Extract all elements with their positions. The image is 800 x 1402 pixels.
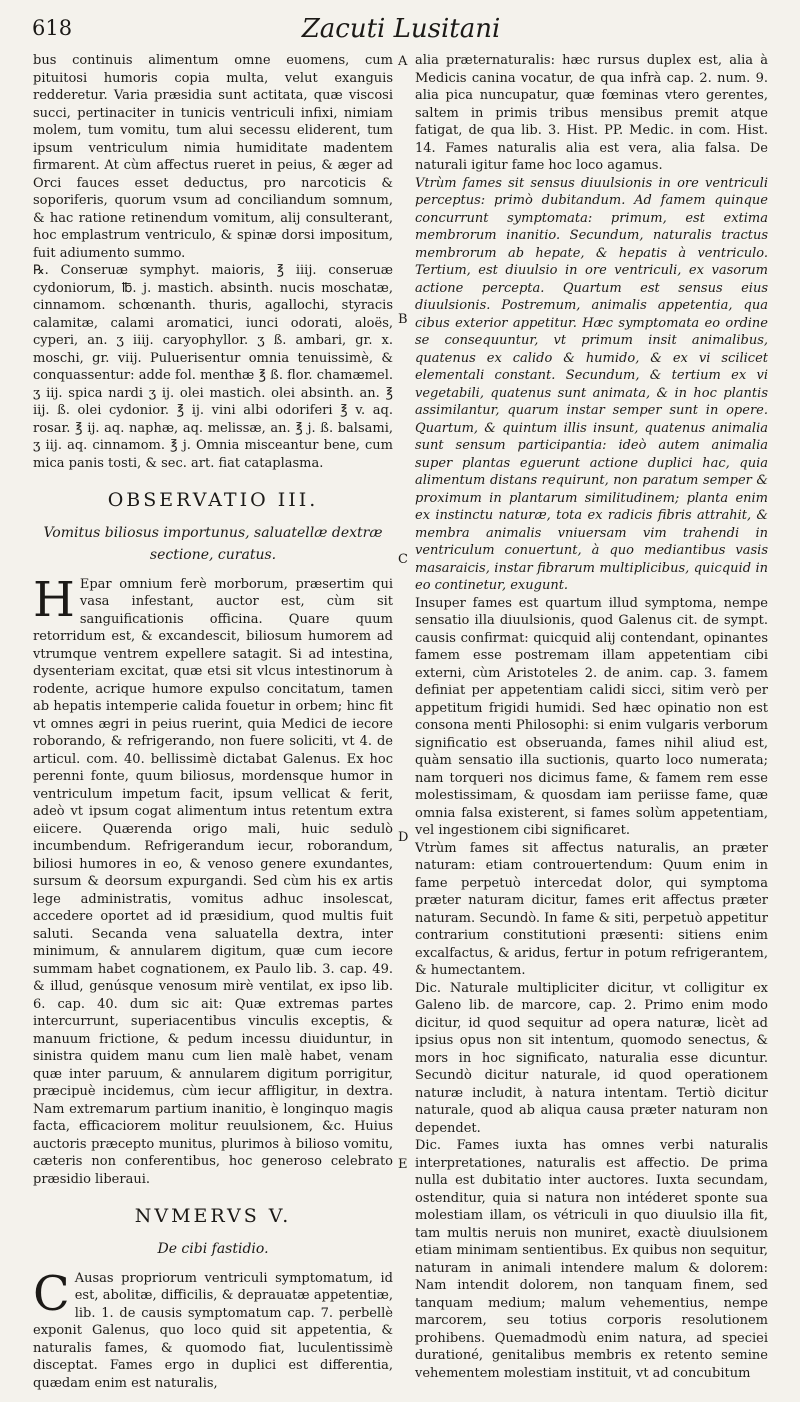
left-paragraph-2 xyxy=(33,571,393,1189)
left-paragraph-3 xyxy=(33,1265,393,1393)
right-paragraph-2: Vtrùm fames sit sensus diuulsionis in ore ventriculi perceptus: primò dubitandum. Ad famem quinque concurrunt symptomata: primum, est extima membrorum inanitio. Secundum, naturalis tractus membrorum ab hepate, & hepatis à ventriculo. Tertium, est diuulsio in ore ventriculi, ex vasorum actione percepta. Quartum est sensus eius diuulsionis. Postremum, animalis appetentia, qua cibus exterior appetitur. Hæc symptomata eo ordine se consequuntur, vt primum insit animalibus, quatenus ex calido & humido, & ex vi scilicet elementali constant. Secundum, & tertium ex vi vegetabili, quatenus sunt animata, & in hoc plantis assimilantur, quarum instar semper sunt in opere. Quartum, & quintum illis insunt, quatenus animalia sunt sensum participantia: ideò autem animalia super plantas eguerunt actione duplici hac, quia alimentum distans requirunt, non paratum semper & proximum in plantarum similitudinem; planta enim ex instinctu naturæ, tota ex radicis fibris attrahit, & membra animalis vniuersam vim trahendi in ventriculum conuertunt, à quo mediantibus vasis masaraicis, instar fibrarum multiplicibus, quicquid in eo continetur, exugunt. xyxy=(415,175,768,593)
margin-letter-a: A xyxy=(398,54,408,69)
left-paragraph-2-text: Epar omnium ferè morborum, præsertim qui vasa infestant, auctor est, cùm sit sanguificationis officina. Quare quum retorridum est, & excandescit, biliosum humorem ad vtrumque ventrem expellere satagit. Si ad intestina, dysenteriam excitat, quæ etsi sit vlcus intestinorum à rodente, acrique humore expulso concitatum, tamen ab hepatis intemperie calida fouetur in orbem; hinc fit vt omnes ægri in peius ruerint, quia Medici de iecore roborando, & refrigerando, non fuere soliciti, vt 4. de articul. com. 40. bellissimè dictabat Galenus. Ex hoc perenni fonte, quum biliosus, mordensque humor in ventriculum impetum facit, ipsum vellicat & ferit, adeò vt ipsum cogat alimentum intus retentum extra eiicere. Quærenda origo mali, huic sedulò incumbendum. Refrigerandum iecur, roborandum, biliosi humores in eo, & venoso genere exundantes, sursum & deorsum expurgandi. Sed cùm his ex artis lege administratis, vomitus adhuc insolescat, accedere oportet ad id præsidium, quod multis fuit saluti. Secanda vena saluatella dextra, inter minimum, & annularem digitum, quæ cum iecore summam habet cognationem, ex Paulo lib. 3. cap. 49. & illud, genúsque venosum mirè ventilat, ex ipso lib. 6. cap. 40. dum sic ait: Quæ extremas partes intercurrunt, superiacentibus vinculis exceptis, & manuum frictione, & pedum incessu diuiduntur, in sinistra quidem manu cum lien malè habet, venam quæ inter paruum, & annularem digitum porrigitur, præcipuè incidemus, cùm iecur affligitur, in dextra. Nam extremarum partium inanitio, è longinquo magis facta, efficaciorem molitur reuulsionem, &c. Huius auctoris præcepto munitus, plurimos à bilioso vomitu, cæteris non conferentibus, hoc generoso celebrato præsidio liberaui. xyxy=(33,576,393,1187)
column-gutter xyxy=(398,52,412,1392)
observatio-heading: OBSERVATIO III. xyxy=(107,489,319,511)
running-title: Zacuti Lusitani xyxy=(301,14,501,44)
margin-letter-e: E xyxy=(398,1157,408,1172)
dropcap-c: C xyxy=(33,1265,70,1322)
margin-letter-c: C xyxy=(398,552,408,567)
left-column xyxy=(33,52,393,1392)
left-paragraph-3-text: Ausas propriorum ventriculi symptomatum, id est, abolitæ, difficilis, & deprauatæ appetentiæ, lib. 1. de causis symptomatum cap. 7. perbellè exponit Galenus, quo loco quid sit appetentia, & naturalis fames, & quomodo fiat, luculentissimè disceptat. Fames ergo in duplici est differentia, quædam enim est naturalis, xyxy=(33,1270,393,1391)
page-header xyxy=(20,14,782,44)
recipe-paragraph: ℞. Conseruæ symphyt. maioris, ℥ iiij. conseruæ cydoniorum, ℔. j. mastich. absinth. nucis moschatæ, cinnamom. schœnanth. thuris, agallochi, styracis calamitæ, calami aromatici, iunci odorati, aloës, cyperi, an. ʒ iiij. caryophyllor. ʒ ß. ambari, gr. x. moschi, gr. viij. Puluerisentur omnia tenuissimè, & conquassentur: adde fol. menthæ ℥ ß. flor. chamæmel. ʒ iij. spica nardi ʒ ij. olei mastich. olei absinth. an. ℥ iij. ß. olei cydonior. ℥ ij. vini albi odoriferi ℥ v. aq. rosar. ℥ ij. aq. naphæ, aq. melissæ, an. ℥ j. ß. balsami, ʒ iij. aq. cinnamom. ℥ j. Omnia misceantur bene, cum mica panis tosti, & sec. art. fiat cataplasma. xyxy=(33,263,393,471)
right-paragraph-1: alia præternaturalis: hæc rursus duplex est, alia à Medicis canina vocatur, de qua infrà cap. 2. num. 9. alia pica nuncupatur, quæ fœminas vtero gerentes, saltem in primis tribus mensibus premit atque fatigat, de qua lib. 3. Hist. PP. Medic. in com. Hist. 14. Fames naturalis alia est vera, alia falsa. De naturali igitur fame hoc loco agamus. xyxy=(415,53,768,173)
right-paragraph-3: Insuper fames est quartum illud symptoma, nempe sensatio illa diuulsionis, quod Galenus cit. de sympt. causis confirmat: quicquid alij contendant, opinantes famem esse postremam illam appetentiam cibi externi, cùm Aristoteles 2. de anim. cap. 3. famem definiat per appetentiam calidi sicci, sitim verò per appetitum frigidi humidi. Sed hæc opinatio non est consona menti Philosophi: si enim vulgaris verborum significatio est obseruanda, fames nihil aliud est, quàm sensatio illa suctionis, quarto loco numerata; nam torqueri nos dicimus fame, & famem rem esse molestissimam, & quosdam iam periisse fame, quæ omnia falsa existerent, si fames solùm appetentiam, vel ingestionem cibi significaret. xyxy=(415,595,768,838)
observatio-subheading: Vomitus biliosus importunus, saluatellæ dextræ sectione, curatus. xyxy=(43,524,383,563)
dropcap-h: H xyxy=(33,571,75,628)
margin-letter-d: D xyxy=(398,830,409,845)
numerus-heading: NVMERVS V. xyxy=(134,1205,292,1227)
page-number: 618 xyxy=(32,16,73,40)
right-paragraph-5: Dic. Naturale multipliciter dicitur, vt colligitur ex Galeno lib. de marcore, cap. 2. Primo enim modo dicitur, id quod sequitur ad opera naturæ, licèt ad ipsius opus non sit intentum, quomodo senectus, & mors in hoc significato, naturalia esse dicuntur. Secundò dicitur naturale, id quod operationem naturæ includit, à natura intentam. Tertiò dicitur naturale, quod ab aliqua causa præter naturam non dependet. xyxy=(415,980,768,1136)
right-column xyxy=(415,52,768,1382)
left-paragraph-1: bus continuis alimentum omne euomens, cum pituitosi humoris copia multa, velut exanguis redderetur. Varia præsidia sunt actitata, quæ viscosi succi, pertinaciter in tunicis ventriculi infixi, nimiam molem, tum vomitu, tum alui secessu eliderent, tum ipsum ventriculum nimia humiditate madentem firmarent. At cùm affectus rueret in peius, & æger ad Orci fauces esset deductus, pro narcoticis & soporiferis, quorum vsum ad conciliandum somnum, & hac ratione retinendum vomitum, alij consulterant, hoc emplastrum ventriculo, & spinæ dorsi impositum, fuit adiumento summo. xyxy=(33,53,393,261)
numerus-subheading: De cibi fastidio. xyxy=(157,1240,269,1257)
right-paragraph-4: Vtrùm fames sit affectus naturalis, an præter naturam: etiam controuertendum: Quum enim in fame perpetuò intercedat dolor, qui symptoma præter naturam dicitur, fames erit affectus præter naturam. Secundò. In fame & siti, perpetuò appetitur contrarium constitutioni præsenti: sitiens enim excalfactus, & aridus, fertur in potum refrigerantem, & humectantem. xyxy=(415,840,768,978)
right-paragraph-6: Dic. Fames iuxta has omnes verbi naturalis interpretationes, naturalis est affectio. De prima nulla est dubitatio inter auctores. Iuxta secundam, ostenditur, quia si natura non intéderet sponte sua molestiam illam, os vétriculi in quo diuulsio illa fit, tam multis neruis non muniret, exactè diuulsionem etiam minimam sentientibus. Ex quibus non sequitur, naturam in animali intendere malum & dolorem: Nam intendit dolorem, non tanquam finem, sed tanquam medium; malum vehementius, nempe marcorem, seu totius corporis resolutionem prohibens. Quemadmodù enim natura, ad speciei durationé, genitalibus membris ex retento semine vehementem molestiam instituit, vt ad concubitum xyxy=(415,1138,768,1381)
margin-letter-b: B xyxy=(398,312,408,327)
